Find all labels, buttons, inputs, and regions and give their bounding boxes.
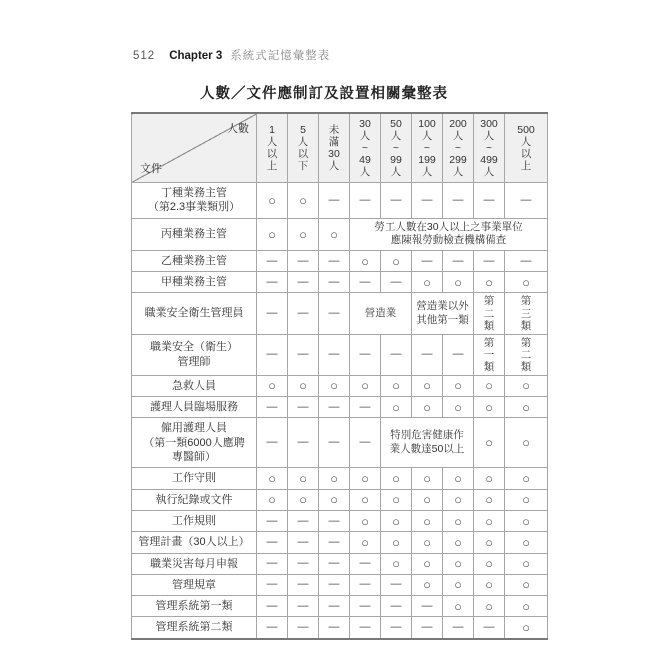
mark-not-required: — <box>443 183 474 219</box>
row-label-line: 職業災害每月申報 <box>150 557 238 570</box>
row-label <box>132 532 257 553</box>
col-header-line: 人 <box>390 166 402 179</box>
mark-required: ○ <box>319 489 350 510</box>
mark-not-required: — <box>257 272 288 293</box>
note-cell <box>381 418 474 468</box>
col-header-line: 人 <box>483 129 495 142</box>
mark-not-required: — <box>288 553 319 574</box>
col-header-line: 199 <box>418 154 436 167</box>
col-header-8 <box>474 113 505 183</box>
col-header-line: 以 <box>520 148 532 160</box>
table-row <box>132 532 548 553</box>
mark-required: ○ <box>474 574 505 595</box>
row-label-line: 職業安全衛生管理員 <box>144 307 244 320</box>
col-header-line: 未 <box>328 123 340 136</box>
mark-required: ○ <box>505 272 548 293</box>
note-line: 其他第一類 <box>416 313 469 326</box>
table-row <box>132 596 548 617</box>
mark-required: ○ <box>319 468 350 489</box>
mark-not-required: — <box>319 574 350 595</box>
mark-not-required: — <box>257 293 288 334</box>
col-header-line: 人 <box>421 166 433 179</box>
col-header-9 <box>505 113 548 183</box>
vertical-note-char: 第 <box>520 295 532 308</box>
row-label-line: 丁種業務主管 <box>161 187 227 199</box>
col-header-line: 以 <box>266 148 278 160</box>
vertical-note-char: 二 <box>483 307 495 320</box>
mark-required: ○ <box>257 183 288 219</box>
col-header-line: 499 <box>480 154 498 167</box>
mark-required: ○ <box>505 468 548 489</box>
mark-required: ○ <box>505 418 548 468</box>
row-label <box>132 293 257 334</box>
table-header <box>132 113 548 183</box>
vertical-note-char: 二 <box>520 348 532 361</box>
row-label-line: 工作守則 <box>172 472 216 485</box>
vertical-note-char: 一 <box>483 348 495 361</box>
mark-not-required: — <box>257 574 288 595</box>
mark-required: ○ <box>412 553 443 574</box>
row-label-line: 僱用護理人員 <box>161 422 227 435</box>
note-line: 營造業 <box>364 306 397 319</box>
mark-not-required: — <box>319 510 350 531</box>
table-row <box>132 272 548 293</box>
col-header-line: 下 <box>297 160 309 173</box>
row-label <box>132 489 257 510</box>
table-row <box>132 218 548 250</box>
col-header-1 <box>257 113 288 183</box>
row-label-line: 急救人員 <box>172 379 216 392</box>
table-title: 人數／文件應制訂及設置相關彙整表 <box>200 86 448 102</box>
summary-table <box>131 112 548 640</box>
header-row <box>132 113 548 183</box>
mark-not-required: — <box>443 617 474 639</box>
mark-required: ○ <box>474 553 505 574</box>
mark-required: ○ <box>288 218 319 250</box>
mark-required: ○ <box>443 272 474 293</box>
col-header-7 <box>443 113 474 183</box>
mark-not-required: — <box>350 272 381 293</box>
mark-not-required: — <box>350 334 381 375</box>
table-row <box>132 375 548 396</box>
mark-not-required: — <box>319 596 350 617</box>
col-header-line: 上 <box>266 160 278 173</box>
note-line: 特別危害健康作 <box>390 429 464 442</box>
table-row <box>132 468 548 489</box>
mark-not-required: — <box>257 334 288 375</box>
vertical-note-char: 類 <box>483 360 495 373</box>
mark-not-required: — <box>288 250 319 271</box>
mark-not-required: — <box>412 596 443 617</box>
mark-not-required: — <box>288 596 319 617</box>
col-header-5 <box>381 113 412 183</box>
mark-not-required: — <box>288 510 319 531</box>
table-row <box>132 183 548 219</box>
page-number: 512 <box>133 50 156 62</box>
note-cell <box>350 218 548 250</box>
mark-not-required: — <box>350 183 381 219</box>
mark-not-required: — <box>319 250 350 271</box>
row-label-line: 管理系統第一類 <box>155 600 233 613</box>
mark-required: ○ <box>350 468 381 489</box>
mark-not-required: — <box>319 293 350 334</box>
mark-required: ○ <box>474 397 505 418</box>
mark-required: ○ <box>474 532 505 553</box>
mark-required: ○ <box>288 489 319 510</box>
mark-required: ○ <box>412 272 443 293</box>
mark-required: ○ <box>288 468 319 489</box>
row-label-line: 管理系統第二類 <box>155 621 233 634</box>
row-label <box>132 218 257 250</box>
col-header-line: ~ <box>485 141 493 154</box>
row-label <box>132 334 257 375</box>
col-header-line: 滿 <box>328 135 340 148</box>
col-header-line: 人 <box>452 129 464 142</box>
mark-not-required: — <box>288 532 319 553</box>
row-label <box>132 574 257 595</box>
mark-required: ○ <box>443 532 474 553</box>
mark-required: ○ <box>257 218 288 250</box>
mark-required: ○ <box>505 596 548 617</box>
mark-not-required: — <box>350 418 381 468</box>
mark-not-required: — <box>257 418 288 468</box>
mark-required: ○ <box>257 375 288 396</box>
running-head <box>133 47 330 63</box>
table-row <box>132 489 548 510</box>
mark-required: ○ <box>505 553 548 574</box>
note-cell <box>412 293 474 334</box>
note-line: 業人數達50以上 <box>389 442 465 455</box>
mark-not-required: — <box>288 574 319 595</box>
vertical-note <box>474 334 505 375</box>
mark-required: ○ <box>381 489 412 510</box>
mark-required: ○ <box>412 397 443 418</box>
note-line: 勞工人數在30人以上之事業單位 <box>374 220 523 233</box>
mark-not-required: — <box>412 617 443 639</box>
mark-required: ○ <box>350 489 381 510</box>
mark-required: ○ <box>257 489 288 510</box>
col-header-line: 200 <box>449 117 467 130</box>
col-header-line: 人 <box>483 166 495 179</box>
mark-required: ○ <box>350 250 381 271</box>
mark-not-required: — <box>288 334 319 375</box>
col-header-line: ~ <box>454 141 462 154</box>
mark-required: ○ <box>412 375 443 396</box>
row-label-line: 護理人員臨場服務 <box>150 401 238 414</box>
col-header-line: 99 <box>390 154 402 167</box>
table-body <box>132 183 548 639</box>
chapter-label: Chapter 3 <box>169 50 223 62</box>
mark-not-required: — <box>350 553 381 574</box>
vertical-note-char: 三 <box>520 307 532 320</box>
col-header-line: 100 <box>418 117 436 130</box>
col-header-line: ~ <box>392 141 400 154</box>
mark-required: ○ <box>381 375 412 396</box>
mark-required: ○ <box>381 468 412 489</box>
row-label-line: 管理師 <box>177 355 211 368</box>
mark-required: ○ <box>443 574 474 595</box>
mark-required: ○ <box>412 510 443 531</box>
vertical-note-char: 類 <box>520 319 532 332</box>
mark-required: ○ <box>474 510 505 531</box>
table-row <box>132 334 548 375</box>
row-label <box>132 272 257 293</box>
row-label-line: （第2.3事業類別） <box>147 201 241 214</box>
row-label-line: 乙種業務主管 <box>161 254 227 267</box>
mark-not-required: — <box>381 596 412 617</box>
vertical-note-char: 類 <box>520 360 532 373</box>
mark-required: ○ <box>319 375 350 396</box>
mark-required: ○ <box>381 510 412 531</box>
col-header-line: 5 <box>300 123 306 136</box>
mark-required: ○ <box>443 397 474 418</box>
col-header-3 <box>319 113 350 183</box>
mark-required: ○ <box>350 375 381 396</box>
mark-not-required: — <box>381 334 412 375</box>
mark-not-required: — <box>350 617 381 639</box>
row-label <box>132 617 257 639</box>
mark-not-required: — <box>288 617 319 639</box>
col-header-line: 30 <box>359 117 371 130</box>
mark-not-required: — <box>474 617 505 639</box>
mark-not-required: — <box>505 183 548 219</box>
mark-not-required: — <box>257 250 288 271</box>
mark-required: ○ <box>443 596 474 617</box>
mark-required: ○ <box>505 510 548 531</box>
mark-required: ○ <box>288 183 319 219</box>
corner-label-people-count: 人數 <box>227 123 249 135</box>
col-header-line: 49 <box>359 154 371 167</box>
mark-not-required: — <box>288 293 319 334</box>
mark-required: ○ <box>443 510 474 531</box>
table-row <box>132 250 548 271</box>
note-cell <box>350 293 412 334</box>
col-header-line: 人 <box>452 166 464 179</box>
row-label <box>132 250 257 271</box>
note-line: 應陳報勞動檢查機構備查 <box>390 234 507 247</box>
col-header-line: 人 <box>520 135 532 148</box>
col-header-2 <box>288 113 319 183</box>
mark-not-required: — <box>381 272 412 293</box>
row-label <box>132 397 257 418</box>
mark-not-required: — <box>319 532 350 553</box>
col-header-line: 50 <box>390 117 402 130</box>
mark-not-required: — <box>288 418 319 468</box>
table-row <box>132 418 548 468</box>
mark-required: ○ <box>474 468 505 489</box>
mark-required: ○ <box>288 375 319 396</box>
row-label <box>132 183 257 219</box>
vertical-note-char: 第 <box>483 295 495 308</box>
row-label <box>132 553 257 574</box>
vertical-note <box>505 334 548 375</box>
mark-not-required: — <box>319 397 350 418</box>
col-header-line: 人 <box>328 160 340 173</box>
mark-not-required: — <box>319 272 350 293</box>
mark-not-required: — <box>319 553 350 574</box>
mark-required: ○ <box>474 375 505 396</box>
col-header-line: 30 <box>328 148 340 160</box>
mark-not-required: — <box>474 250 505 271</box>
mark-required: ○ <box>412 468 443 489</box>
vertical-note <box>505 293 548 334</box>
mark-not-required: — <box>257 596 288 617</box>
mark-not-required: — <box>474 183 505 219</box>
mark-required: ○ <box>381 553 412 574</box>
row-label <box>132 510 257 531</box>
mark-not-required: — <box>412 334 443 375</box>
col-header-line: 人 <box>297 135 309 148</box>
mark-not-required: — <box>412 250 443 271</box>
mark-not-required: — <box>443 334 474 375</box>
mark-not-required: — <box>381 183 412 219</box>
col-header-line: 以 <box>297 148 309 160</box>
mark-not-required: — <box>412 183 443 219</box>
row-label-line: 專醫師） <box>172 451 216 464</box>
col-header-line: 人 <box>390 129 402 142</box>
mark-required: ○ <box>505 375 548 396</box>
vertical-note-char: 類 <box>483 319 495 332</box>
col-header-line: 人 <box>359 129 371 142</box>
row-label <box>132 375 257 396</box>
mark-not-required: — <box>257 397 288 418</box>
col-header-line: 300 <box>480 117 498 130</box>
row-label-line: 工作規則 <box>172 514 216 527</box>
mark-required: ○ <box>505 532 548 553</box>
row-label-line: 管理規章 <box>172 578 216 591</box>
row-label-line: 甲種業務主管 <box>161 276 227 289</box>
row-label <box>132 418 257 468</box>
mark-required: ○ <box>474 489 505 510</box>
mark-required: ○ <box>505 489 548 510</box>
mark-required: ○ <box>443 375 474 396</box>
row-label-line: （第一類6000人應聘 <box>143 436 245 449</box>
chapter-title: 系統式記憶彙整表 <box>230 50 331 62</box>
mark-required: ○ <box>257 468 288 489</box>
mark-required: ○ <box>412 532 443 553</box>
row-label-line: 執行紀錄或文件 <box>155 493 233 506</box>
corner-label-document: 文件 <box>140 163 162 175</box>
mark-required: ○ <box>474 272 505 293</box>
mark-required: ○ <box>474 418 505 468</box>
corner-cell <box>132 113 257 183</box>
mark-not-required: — <box>350 397 381 418</box>
mark-not-required: — <box>505 250 548 271</box>
table-row <box>132 293 548 334</box>
mark-required: ○ <box>412 574 443 595</box>
row-label-line: 管理計畫（30人以上） <box>138 536 250 549</box>
mark-required: ○ <box>381 532 412 553</box>
mark-not-required: — <box>257 553 288 574</box>
mark-required: ○ <box>319 218 350 250</box>
mark-not-required: — <box>381 574 412 595</box>
mark-required: ○ <box>443 553 474 574</box>
mark-not-required: — <box>319 617 350 639</box>
mark-required: ○ <box>350 510 381 531</box>
mark-not-required: — <box>288 397 319 418</box>
col-header-line: 上 <box>520 160 532 173</box>
col-header-line: 299 <box>449 154 467 167</box>
mark-required: ○ <box>381 397 412 418</box>
col-header-line: ~ <box>423 141 431 154</box>
mark-not-required: — <box>381 617 412 639</box>
mark-not-required: — <box>443 250 474 271</box>
note-line: 營造業以外 <box>416 299 469 312</box>
mark-not-required: — <box>319 183 350 219</box>
mark-not-required: — <box>288 272 319 293</box>
col-header-4 <box>350 113 381 183</box>
vertical-note-char: 第 <box>483 336 495 349</box>
table-row <box>132 617 548 639</box>
table-row <box>132 574 548 595</box>
col-header-6 <box>412 113 443 183</box>
mark-not-required: — <box>257 532 288 553</box>
col-header-line: 人 <box>359 166 371 179</box>
col-header-line: 人 <box>266 135 278 148</box>
mark-required: ○ <box>381 250 412 271</box>
vertical-note <box>474 293 505 334</box>
table-row <box>132 397 548 418</box>
mark-required: ○ <box>505 617 548 639</box>
col-header-line: ~ <box>361 141 369 154</box>
col-header-line: 500 <box>517 123 535 136</box>
row-label-line: 職業安全（衛生） <box>150 341 238 354</box>
row-label <box>132 468 257 489</box>
table-row <box>132 510 548 531</box>
mark-not-required: — <box>257 510 288 531</box>
row-label <box>132 596 257 617</box>
mark-required: ○ <box>412 489 443 510</box>
mark-required: ○ <box>505 574 548 595</box>
mark-not-required: — <box>350 574 381 595</box>
mark-not-required: — <box>350 596 381 617</box>
row-label-line: 丙種業務主管 <box>161 228 227 241</box>
mark-required: ○ <box>443 468 474 489</box>
mark-required: ○ <box>350 532 381 553</box>
col-header-line: 人 <box>421 129 433 142</box>
vertical-note-char: 第 <box>520 336 532 349</box>
mark-not-required: — <box>319 334 350 375</box>
table-row <box>132 553 548 574</box>
col-header-line: 1 <box>269 123 275 136</box>
mark-not-required: — <box>319 418 350 468</box>
mark-required: ○ <box>443 489 474 510</box>
mark-required: ○ <box>474 596 505 617</box>
mark-not-required: — <box>257 617 288 639</box>
mark-required: ○ <box>505 397 548 418</box>
